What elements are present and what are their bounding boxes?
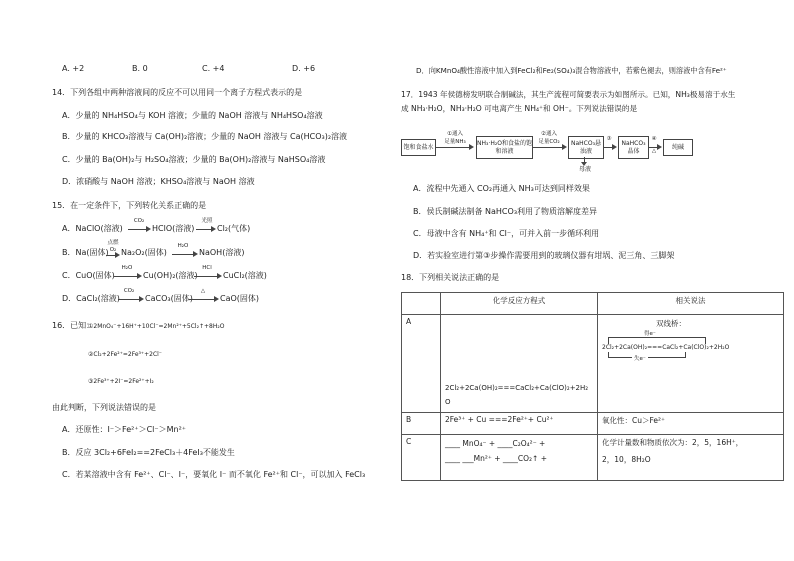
q18-row-a-note bbox=[598, 315, 784, 413]
q18-bridge-equation: 2Cl₂+2Ca(OH)₂===CaCl₂+Ca(ClO)₂+2H₂O bbox=[602, 344, 730, 351]
q16-reaction-3: ③2Fe³⁺+2I⁻=2Fe²⁺+I₂ bbox=[88, 378, 154, 385]
q18-row-b-label: B bbox=[402, 413, 441, 435]
q14-stem: 14．下列各组中两种溶液间的反应不可以用同一个离子方程式表示的是 bbox=[52, 88, 303, 97]
q15-stem: 15．在一定条件下，下列转化关系正确的是 bbox=[52, 201, 207, 210]
q15-d-arrowhead2 bbox=[214, 296, 219, 302]
q18-stem: 18．下列相关说法正确的是 bbox=[401, 273, 500, 282]
flow-arrow3-top: ③ bbox=[606, 136, 612, 142]
q15-b-arrowhead1 bbox=[115, 252, 120, 258]
q16-reaction-1: ①2MnO₄⁻+16H⁺+10Cl⁻=2Mn²⁺+5Cl₂↑+8H₂O bbox=[88, 323, 225, 330]
q15-b-arrow1-bot: O₂ bbox=[109, 247, 117, 253]
q15-b-start: B．Na(固体) bbox=[62, 248, 109, 257]
q14-option-d: D．浓硝酸与 NaOH 溶液；KHSO₄溶液与 NaOH 溶液 bbox=[62, 177, 255, 186]
q14-option-b: B．少量的 KHCO₃溶液与 Ca(OH)₂溶液；少量的 NaOH 溶液与 Ca(HCO₃)₂溶液 bbox=[62, 132, 348, 141]
q18-gain-bridge bbox=[602, 331, 712, 343]
q15-d-arrow1-label: CO₂ bbox=[123, 288, 135, 294]
q16-stem: 16．已知： bbox=[52, 321, 95, 330]
q15-b-arrow2-label: H₂O bbox=[177, 243, 189, 249]
q15-c-arrowhead1 bbox=[137, 273, 142, 279]
q15-b-arrowhead2 bbox=[193, 251, 198, 257]
q18-gain-line bbox=[608, 337, 706, 344]
q18-row-c-line1: ____ MnO₄⁻ + ____C₂O₄²⁻ + bbox=[445, 439, 546, 448]
q18-row-b-note: 氧化性：Cu＞Fe²⁺ bbox=[598, 413, 784, 435]
q16-option-c: C．若某溶液中含有 Fe²⁺、Cl⁻、I⁻，要氧化 I⁻ 而不氧化 Fe²⁺和 Cl⁻，可以加入 FeCl₃ bbox=[62, 470, 366, 479]
q15-b-mid: Na₂O₂(固体) bbox=[121, 248, 167, 257]
q17-option-a: A．流程中先通入 CO₂再通入 NH₃可达到同样效果 bbox=[413, 184, 590, 193]
q13-option-a: A. +2 bbox=[62, 64, 85, 73]
q18-row-b-equation: 2Fe³⁺ + Cu ===2Fe²⁺+ Cu²⁺ bbox=[441, 413, 598, 435]
flow-arrow4-top: ④ bbox=[651, 136, 657, 142]
q18-row-c-equation bbox=[441, 435, 598, 481]
q16-option-d: D．向KMnO₄酸性溶液中加入到FeCl₂和Fe₂(SO₄)₃混合物溶液中，若紫色褪去，则溶液中含有Fe²⁺ bbox=[416, 66, 727, 75]
flow-arrow1 bbox=[435, 147, 470, 148]
q17-option-d: D．若实验室进行第③步操作需要用到的玻璃仪器有坩埚、泥三角、三脚架 bbox=[413, 251, 675, 260]
flow-arrow2 bbox=[532, 147, 563, 148]
q15-a-arrow1-label: CO₂ bbox=[133, 218, 145, 224]
q17-stem-line2: 成 NH₃·H₂O，NH₃·H₂O 可电离产生 NH₄⁺和 OH⁻。下列说法错误的是 bbox=[401, 104, 638, 113]
q13-option-c: C. +4 bbox=[202, 64, 225, 73]
q15-a-start: A．NaClO(溶液) bbox=[62, 224, 123, 233]
q15-d-mid: CaCO₃(固体) bbox=[145, 294, 193, 303]
q15-d-arrow2 bbox=[189, 299, 215, 300]
q17-option-b: B．侯氏制碱法制备 NaHCO₃利用了物质溶解度差异 bbox=[413, 207, 598, 216]
q13-option-b: B. 0 bbox=[132, 64, 148, 73]
q18-header-empty bbox=[402, 293, 441, 315]
q18-row-a-equation bbox=[441, 315, 598, 413]
q18-table bbox=[401, 292, 784, 481]
q18-row-c-note2: 2，10，8H₂O bbox=[602, 455, 651, 464]
q15-a-arrow2-label: 光照 bbox=[201, 218, 213, 224]
flow-arrow1-bot: 足量NH₃ bbox=[444, 139, 466, 145]
q15-d-end: CaO(固体) bbox=[220, 294, 260, 303]
q18-row-a-equation-line2: O bbox=[445, 398, 451, 406]
q15-c-start: C．CuO(固体) bbox=[62, 271, 115, 280]
q18-lose-label: 失e⁻ bbox=[634, 356, 646, 362]
flow-arrowhead3 bbox=[612, 144, 617, 150]
flow-arrow2-top: ②通入 bbox=[541, 131, 557, 137]
q15-a-mid: HClO(溶液) bbox=[152, 224, 195, 233]
q15-c-arrow2 bbox=[194, 276, 218, 277]
q15-c-arrowhead2 bbox=[217, 273, 222, 279]
q14-option-a: A．少量的 NH₄HSO₄与 KOH 溶液；少量的 NaOH 溶液与 NH₄HSO₄溶液 bbox=[62, 111, 323, 120]
q18-row-a-equation-line1: 2Cl₂+2Ca(OH)₂===CaCl₂+Ca(ClO)₂+2H₂ bbox=[445, 384, 589, 392]
q18-header-row bbox=[402, 293, 784, 315]
q15-c-arrow1 bbox=[114, 276, 138, 277]
q18-row-a bbox=[402, 315, 784, 413]
q15-d-arrow2-label: △ bbox=[200, 288, 206, 294]
flow-arrowhead4 bbox=[657, 144, 662, 150]
flow-box-crystal: NaHCO₃晶体 bbox=[618, 136, 649, 159]
q15-a-end: Cl₂(气体) bbox=[217, 224, 251, 233]
q13-option-d: D. +6 bbox=[292, 64, 316, 73]
q15-a-arrow1 bbox=[128, 229, 146, 230]
q15-b-arrow2 bbox=[172, 254, 194, 255]
q15-c-mid: Cu(OH)₂(溶液) bbox=[143, 271, 198, 280]
flow-box-suspension: NaHCO₃悬浊液 bbox=[568, 136, 604, 159]
q15-a-arrow2 bbox=[196, 229, 212, 230]
q18-row-c bbox=[402, 435, 784, 481]
q18-row-b bbox=[402, 413, 784, 435]
q18-row-c-label: C bbox=[402, 435, 441, 481]
q15-d-arrowhead1 bbox=[139, 296, 144, 302]
q15-b-end: NaOH(溶液) bbox=[199, 248, 245, 257]
q16-option-a: A．还原性：I⁻＞Fe²⁺＞Cl⁻＞Mn²⁺ bbox=[62, 425, 187, 434]
q15-c-end: CuCl₂(溶液) bbox=[223, 271, 267, 280]
flow-box-brine: 饱和食盐水 bbox=[401, 139, 436, 156]
flow-arrow4-bot: △ bbox=[651, 148, 657, 154]
q18-gain-label: 得e⁻ bbox=[644, 331, 656, 337]
flow-arrowhead2 bbox=[562, 144, 567, 150]
q15-d-start: D．CaCl₂(溶液) bbox=[62, 294, 120, 303]
q15-c-arrow2-label: HCl bbox=[202, 265, 212, 271]
q18-header-equation: 化学反应方程式 bbox=[441, 293, 598, 315]
q17-stem-line1: 17．1943 年侯德榜发明联合制碱法，其生产流程可简要表示为如图所示。已知，NH₃极易溶于水生 bbox=[401, 90, 736, 99]
flow-arrowhead1 bbox=[469, 144, 474, 150]
q17-option-c: C．母液中含有 NH₄⁺和 Cl⁻，可并入前一步循环利用 bbox=[413, 229, 600, 238]
q15-c-arrow1-label: H₂O bbox=[121, 265, 133, 271]
q18-row-c-note1: 化学计量数和物质依次为：2，5，16H⁺， bbox=[602, 438, 744, 447]
q15-a-arrowhead1 bbox=[146, 226, 151, 232]
q16-option-b: B．反应 3Cl₂+6FeI₂==2FeCl₃＋4FeI₃不能发生 bbox=[62, 448, 235, 457]
q18-row-a-note-label: 双线桥： bbox=[656, 319, 686, 328]
flow-arrow2-bot: 足量CO₂ bbox=[538, 139, 560, 145]
q16-lead: 由此判断，下列说法错误的是 bbox=[52, 403, 156, 412]
flow-box-saturated: NH₃·H₂O和食盐的饱和溶液 bbox=[476, 136, 533, 159]
flow-mother-label: 母液 bbox=[578, 166, 591, 173]
flow-arrow1-top: ①通入 bbox=[447, 131, 463, 137]
flow-box-soda: 纯碱 bbox=[663, 139, 693, 156]
q15-a-arrowhead2 bbox=[211, 226, 216, 232]
q14-option-c: C．少量的 Ba(OH)₂与 H₂SO₄溶液；少量的 Ba(OH)₂溶液与 NaHSO₄溶液 bbox=[62, 155, 326, 164]
q18-lose-bridge bbox=[602, 352, 712, 364]
q18-header-note: 相关说法 bbox=[598, 293, 784, 315]
q18-row-c-line2: ____ ___Mn²⁺ + ____CO₂↑ + bbox=[445, 454, 547, 463]
q18-row-c-note bbox=[598, 435, 784, 481]
q18-row-a-label: A bbox=[402, 315, 441, 413]
q16-reaction-2: ②Cl₂+2Fe²⁺=2Fe³⁺+2Cl⁻ bbox=[88, 351, 162, 358]
q15-b-arrow1-top: 点燃 bbox=[107, 240, 119, 246]
q15-d-arrow1 bbox=[118, 299, 140, 300]
